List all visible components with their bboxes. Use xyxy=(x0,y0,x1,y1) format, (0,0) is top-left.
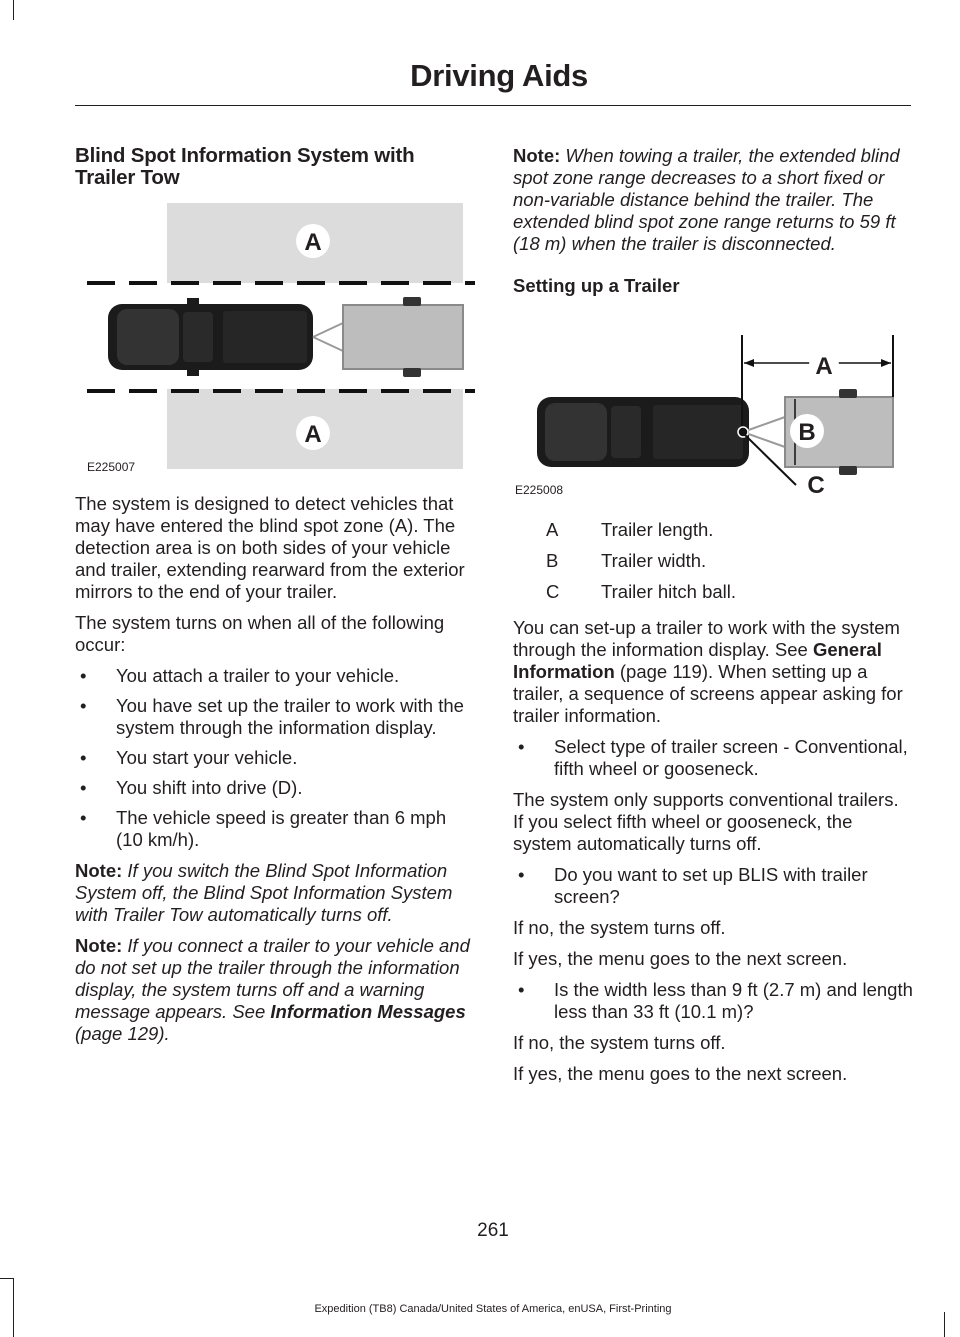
note-text: If you connect a trailer to your vehicle and do not set up the trailer through the information display, the system turns off and a warning message appears. See xyxy=(75,935,470,1022)
legend-row xyxy=(513,581,913,603)
information-messages-link[interactable]: Information Messages xyxy=(270,1001,466,1022)
right-column xyxy=(513,145,913,1094)
list-item: • Is the width less than 9 ft (2.7 m) and length less than 33 ft (10.1 m)? xyxy=(513,979,913,1023)
screen-list xyxy=(513,864,913,908)
list-item: • Do you want to set up BLIS with trailer screen? xyxy=(513,864,913,908)
legend-key: C xyxy=(546,581,560,602)
paragraph: If yes, the menu goes to the next screen. xyxy=(513,1063,848,1084)
note-text: If you switch the Blind Spot Information System off, the Blind Spot Information System with Trailer Tow automatically turns off. xyxy=(75,860,453,925)
paragraph: The system turns on when all of the following occur: xyxy=(75,612,445,655)
trailer-icon xyxy=(313,297,463,377)
section-title: Driving Aids xyxy=(410,58,588,93)
crop-mark-bottom-left-h xyxy=(0,1278,14,1279)
legend-key: B xyxy=(546,550,559,571)
note-text: When towing a trailer, the extended blind spot zone range decreases to a short fixed or non-variable distance behind the trailer. The extended blind spot zone range returns to 59 ft (18 m) when the trailer is disconnected. xyxy=(513,145,900,254)
condition-list xyxy=(75,665,475,851)
note xyxy=(513,145,913,255)
paragraph: If yes, the menu goes to the next screen. xyxy=(513,948,848,969)
blind-spot-zone-illustration xyxy=(75,201,475,473)
left-column xyxy=(75,145,475,1054)
paragraph: If no, the system turns off. xyxy=(513,1032,726,1053)
note xyxy=(75,860,475,926)
blind-spot-zone-figure xyxy=(75,201,475,473)
crop-mark-top-left xyxy=(13,0,14,20)
note-label: Note: xyxy=(75,935,123,956)
paragraph: The system only supports conventional trailers. If you select fifth wheel or gooseneck, the system automatically turns off. xyxy=(513,789,899,854)
screen-list xyxy=(513,736,913,780)
list-item: • You start your vehicle. xyxy=(75,747,475,769)
paragraph-text: (page 119). When setting up a trailer, a sequence of screens appear asking for trailer information. xyxy=(513,661,903,726)
legend-value: Trailer width. xyxy=(601,550,707,571)
label-a: A xyxy=(815,353,833,380)
paragraph xyxy=(513,617,913,727)
note-label: Note: xyxy=(75,860,123,881)
paragraph: The system is designed to detect vehicles that may have entered the blind spot zone (A). The detection area is on both sides of your vehicle and trailer, extending rearward from the exterior mirrors to the end of your trailer. xyxy=(75,493,465,602)
list-item: • You attach a trailer to your vehicle. xyxy=(75,665,475,687)
note-label: Note: xyxy=(513,145,561,166)
general-information-link[interactable]: General Information xyxy=(513,639,882,682)
page-reference: (page 129). xyxy=(75,1023,170,1044)
trailer-setup-figure xyxy=(513,307,913,499)
crop-mark-bottom-right xyxy=(944,1312,945,1337)
header-rule xyxy=(75,105,911,106)
figure-id: E225007 xyxy=(87,460,136,474)
legend-key: A xyxy=(546,519,559,540)
screen-list xyxy=(513,979,913,1023)
figure-id: E225008 xyxy=(515,483,564,497)
page-number: 261 xyxy=(477,1220,509,1241)
subheading: Setting up a Trailer xyxy=(513,275,680,296)
trailer-setup-illustration xyxy=(513,307,913,499)
list-item: • You have set up the trailer to work with the system through the information display. xyxy=(75,695,475,739)
figure-legend xyxy=(513,519,913,603)
footer: Expedition (TB8) Canada/United States of America, enUSA, First-Printing xyxy=(314,1303,672,1315)
legend-value: Trailer hitch ball. xyxy=(601,581,737,602)
list-item: • You shift into drive (D). xyxy=(75,777,475,799)
zone-label-bottom: A xyxy=(304,421,322,448)
tongue xyxy=(743,417,785,432)
list-item: • Select type of trailer screen - Conventional, fifth wheel or gooseneck. xyxy=(513,736,913,780)
zone-label-top: A xyxy=(304,229,322,256)
pickup-truck-icon xyxy=(537,397,749,467)
legend-value: Trailer length. xyxy=(601,519,714,540)
paragraph-text: You can set-up a trailer to work with the system through the information display. See xyxy=(513,617,900,660)
pickup-truck-icon xyxy=(108,298,313,376)
section-heading: Blind Spot Information System with Trailer Tow xyxy=(75,144,415,189)
list-item: • The vehicle speed is greater than 6 mph (10 km/h). xyxy=(75,807,475,851)
paragraph: If no, the system turns off. xyxy=(513,917,726,938)
label-c: C xyxy=(807,472,825,499)
label-b: B xyxy=(798,419,816,446)
legend-row xyxy=(513,519,913,541)
note xyxy=(75,935,475,1045)
legend-row xyxy=(513,550,913,572)
